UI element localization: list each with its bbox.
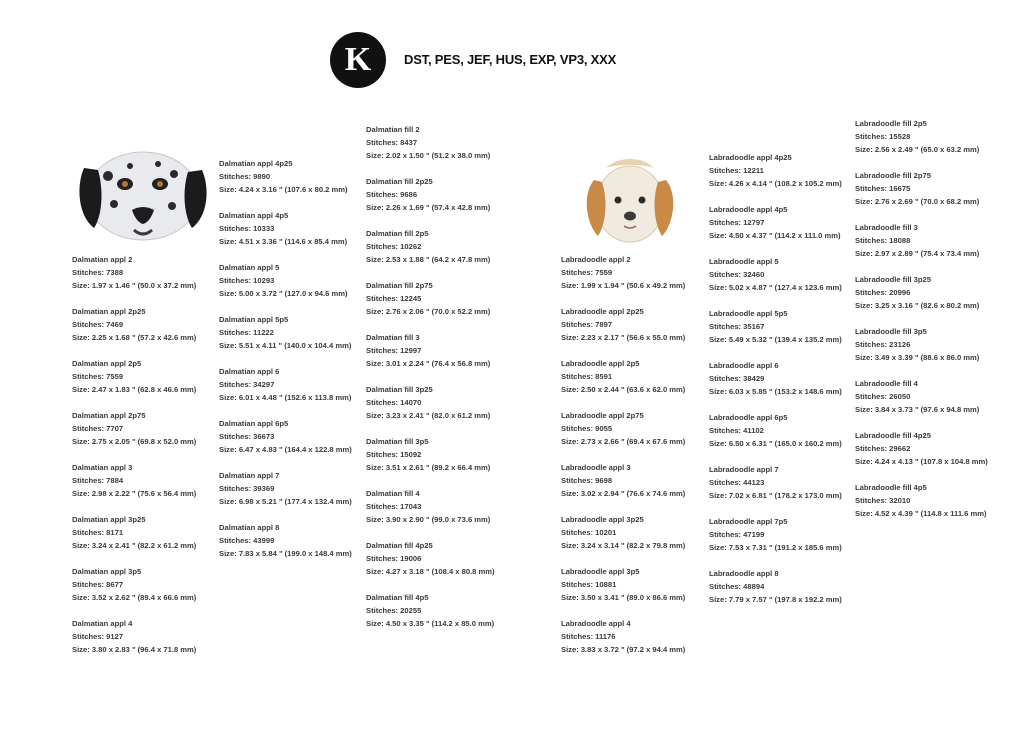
design-entry: [366, 435, 516, 487]
design-name: Dalmatian fill 4: [366, 489, 420, 498]
design-entry: [561, 565, 711, 617]
design-size: Size: 2.53 x 1.88 " (64.2 x 47.8 mm): [366, 255, 491, 264]
design-entry: [72, 617, 222, 669]
design-entry: [855, 325, 1005, 377]
design-name: Labradoodle fill 3: [855, 223, 918, 232]
file-formats-heading: DST, PES, JEF, HUS, EXP, VP3, XXX: [404, 52, 617, 67]
design-stitches: Stitches: 47199: [709, 530, 765, 539]
design-stitches: Stitches: 9890: [219, 172, 271, 181]
design-entry: [709, 203, 859, 255]
design-entry: [219, 417, 369, 469]
design-entry: [561, 253, 711, 305]
design-size: Size: 3.02 x 2.94 " (76.6 x 74.6 mm): [561, 489, 686, 498]
design-entry: [709, 567, 859, 619]
design-name: Dalmatian fill 4p5: [366, 593, 429, 602]
design-name: Dalmatian fill 3: [366, 333, 420, 342]
design-entry: [561, 513, 711, 565]
design-entry: [709, 307, 859, 359]
design-stitches: Stitches: 44123: [709, 478, 765, 487]
design-name: Dalmatian appl 4p25: [219, 159, 293, 168]
design-size: Size: 5.51 x 4.11 " (140.0 x 104.4 mm): [219, 341, 352, 350]
design-entry: [219, 469, 369, 521]
design-name: Dalmatian appl 2p5: [72, 359, 142, 368]
design-entry: [366, 331, 516, 383]
design-size: Size: 6.98 x 5.21 " (177.4 x 132.4 mm): [219, 497, 352, 506]
design-stitches: Stitches: 10201: [561, 528, 617, 537]
design-stitches: Stitches: 14070: [366, 398, 422, 407]
brand-logo: [330, 32, 386, 88]
design-stitches: Stitches: 48894: [709, 582, 765, 591]
design-size: Size: 2.73 x 2.66 " (69.4 x 67.6 mm): [561, 437, 686, 446]
design-entry: [72, 305, 222, 357]
design-stitches: Stitches: 8437: [366, 138, 418, 147]
design-size: Size: 6.47 x 4.83 " (164.4 x 122.8 mm): [219, 445, 352, 454]
design-name: Dalmatian appl 2p75: [72, 411, 146, 420]
design-name: Dalmatian appl 5p5: [219, 315, 289, 324]
design-name: Labradoodle appl 5p5: [709, 309, 788, 318]
design-entry: [72, 253, 222, 305]
design-size: Size: 2.56 x 2.49 " (65.0 x 63.2 mm): [855, 145, 980, 154]
design-entry: [561, 617, 711, 669]
design-stitches: Stitches: 38429: [709, 374, 765, 383]
design-size: Size: 4.24 x 4.13 " (107.8 x 104.8 mm): [855, 457, 988, 466]
dalmatian-image: [74, 146, 212, 246]
design-stitches: Stitches: 11176: [561, 632, 616, 641]
design-size: Size: 1.99 x 1.94 " (50.6 x 49.2 mm): [561, 281, 686, 290]
design-entry: [366, 123, 516, 175]
design-name: Labradoodle fill 4: [855, 379, 918, 388]
design-size: Size: 7.83 x 5.84 " (199.0 x 148.4 mm): [219, 549, 352, 558]
design-entry: [709, 359, 859, 411]
design-name: Dalmatian appl 6: [219, 367, 280, 376]
design-name: Dalmatian appl 6p5: [219, 419, 289, 428]
design-name: Labradoodle fill 4p25: [855, 431, 931, 440]
design-size: Size: 4.50 x 3.35 " (114.2 x 85.0 mm): [366, 619, 495, 628]
design-size: Size: 3.24 x 3.14 " (82.2 x 79.8 mm): [561, 541, 686, 550]
design-stitches: Stitches: 9127: [72, 632, 124, 641]
design-stitches: Stitches: 7884: [72, 476, 124, 485]
design-stitches: Stitches: 9686: [366, 190, 418, 199]
design-size: Size: 3.83 x 3.72 " (97.2 x 94.4 mm): [561, 645, 686, 654]
design-size: Size: 5.02 x 4.87 " (127.4 x 123.6 mm): [709, 283, 842, 292]
design-stitches: Stitches: 19006: [366, 554, 422, 563]
design-size: Size: 3.84 x 3.73 " (97.6 x 94.8 mm): [855, 405, 980, 414]
design-name: Dalmatian fill 2p5: [366, 229, 429, 238]
design-entry: [72, 461, 222, 513]
design-stitches: Stitches: 29662: [855, 444, 911, 453]
design-size: Size: 5.00 x 3.72 " (127.0 x 94.6 mm): [219, 289, 348, 298]
design-entry: [72, 357, 222, 409]
design-size: Size: 7.53 x 7.31 " (191.2 x 185.6 mm): [709, 543, 842, 552]
design-stitches: Stitches: 12211: [709, 166, 764, 175]
design-name: Dalmatian fill 2: [366, 125, 420, 134]
design-stitches: Stitches: 20255: [366, 606, 422, 615]
design-size: Size: 3.80 x 2.83 " (96.4 x 71.8 mm): [72, 645, 197, 654]
design-name: Dalmatian appl 7: [219, 471, 280, 480]
design-size: Size: 2.02 x 1.50 " (51.2 x 38.0 mm): [366, 151, 491, 160]
design-stitches: Stitches: 15092: [366, 450, 422, 459]
design-entry: [709, 515, 859, 567]
design-entry: [366, 279, 516, 331]
design-stitches: Stitches: 15528: [855, 132, 911, 141]
design-name: Dalmatian appl 3: [72, 463, 133, 472]
design-size: Size: 6.50 x 6.31 " (165.0 x 160.2 mm): [709, 439, 842, 448]
design-entry: [855, 429, 1005, 481]
design-entry: [72, 565, 222, 617]
design-size: Size: 6.03 x 5.85 " (153.2 x 148.6 mm): [709, 387, 842, 396]
design-name: Labradoodle appl 3p25: [561, 515, 644, 524]
design-name: Dalmatian fill 3p5: [366, 437, 429, 446]
design-size: Size: 4.27 x 3.18 " (108.4 x 80.8 mm): [366, 567, 495, 576]
design-stitches: Stitches: 8171: [72, 528, 124, 537]
design-name: Labradoodle appl 4p5: [709, 205, 788, 214]
design-size: Size: 2.47 x 1.83 " (62.8 x 46.6 mm): [72, 385, 197, 394]
design-size: Size: 7.02 x 6.81 " (178.2 x 173.0 mm): [709, 491, 842, 500]
design-entry: [219, 157, 369, 209]
design-name: Labradoodle appl 7p5: [709, 517, 788, 526]
design-name: Labradoodle appl 2p25: [561, 307, 644, 316]
design-stitches: Stitches: 7388: [72, 268, 124, 277]
design-entry: [366, 539, 516, 591]
design-entry: [366, 591, 516, 643]
design-size: Size: 4.52 x 4.39 " (114.8 x 111.6 mm): [855, 509, 987, 518]
design-stitches: Stitches: 12797: [709, 218, 765, 227]
design-size: Size: 3.49 x 3.39 " (88.6 x 86.0 mm): [855, 353, 980, 362]
design-entry: [855, 273, 1005, 325]
column-dalmatian-appl-2: [219, 157, 369, 573]
design-entry: [366, 383, 516, 435]
design-name: Labradoodle appl 6: [709, 361, 779, 370]
design-entry: [855, 377, 1005, 429]
design-stitches: Stitches: 36673: [219, 432, 275, 441]
design-entry: [561, 409, 711, 461]
design-size: Size: 2.76 x 2.69 " (70.0 x 68.2 mm): [855, 197, 980, 206]
design-name: Labradoodle appl 6p5: [709, 413, 788, 422]
design-name: Dalmatian appl 5: [219, 263, 280, 272]
design-name: Dalmatian fill 4p25: [366, 541, 433, 550]
design-stitches: Stitches: 7559: [72, 372, 124, 381]
design-stitches: Stitches: 18088: [855, 236, 911, 245]
design-stitches: Stitches: 43999: [219, 536, 275, 545]
design-name: Labradoodle appl 7: [709, 465, 779, 474]
design-entry: [72, 513, 222, 565]
design-stitches: Stitches: 16675: [855, 184, 911, 193]
design-stitches: Stitches: 7559: [561, 268, 613, 277]
design-name: Dalmatian appl 4p5: [219, 211, 289, 220]
logo-letter: K: [344, 41, 372, 78]
design-size: Size: 3.52 x 2.62 " (89.4 x 66.6 mm): [72, 593, 197, 602]
design-name: Labradoodle fill 3p25: [855, 275, 931, 284]
design-entry: [709, 463, 859, 515]
design-name: Labradoodle appl 4p25: [709, 153, 792, 162]
design-entry: [709, 151, 859, 203]
design-stitches: Stitches: 11222: [219, 328, 274, 337]
design-name: Dalmatian appl 2: [72, 255, 133, 264]
design-stitches: Stitches: 41102: [709, 426, 764, 435]
design-size: Size: 3.23 x 2.41 " (82.0 x 61.2 mm): [366, 411, 491, 420]
design-name: Dalmatian fill 3p25: [366, 385, 433, 394]
design-size: Size: 6.01 x 4.48 " (152.6 x 113.8 mm): [219, 393, 352, 402]
design-name: Dalmatian appl 8: [219, 523, 280, 532]
design-entry: [855, 169, 1005, 221]
design-name: Dalmatian appl 2p25: [72, 307, 146, 316]
design-entry: [561, 357, 711, 409]
design-size: Size: 1.97 x 1.46 " (50.0 x 37.2 mm): [72, 281, 197, 290]
design-size: Size: 3.01 x 2.24 " (76.4 x 56.8 mm): [366, 359, 491, 368]
design-name: Labradoodle appl 3p5: [561, 567, 640, 576]
design-entry: [219, 313, 369, 365]
design-size: Size: 4.24 x 3.16 " (107.6 x 80.2 mm): [219, 185, 348, 194]
design-stitches: Stitches: 10881: [561, 580, 617, 589]
design-stitches: Stitches: 7707: [72, 424, 124, 433]
column-labradoodle-fill: [855, 117, 1005, 533]
design-name: Labradoodle fill 3p5: [855, 327, 927, 336]
design-size: Size: 7.79 x 7.57 " (197.8 x 192.2 mm): [709, 595, 842, 604]
design-entry: [855, 481, 1005, 533]
design-size: Size: 3.24 x 2.41 " (82.2 x 61.2 mm): [72, 541, 197, 550]
design-size: Size: 2.97 x 2.89 " (75.4 x 73.4 mm): [855, 249, 980, 258]
design-stitches: Stitches: 10333: [219, 224, 275, 233]
design-name: Labradoodle appl 8: [709, 569, 779, 578]
design-size: Size: 4.50 x 4.37 " (114.2 x 111.0 mm): [709, 231, 841, 240]
design-name: Labradoodle fill 4p5: [855, 483, 927, 492]
design-entry: [366, 227, 516, 279]
design-stitches: Stitches: 20996: [855, 288, 911, 297]
design-name: Labradoodle fill 2p5: [855, 119, 927, 128]
design-size: Size: 3.50 x 3.41 " (89.0 x 86.6 mm): [561, 593, 686, 602]
design-size: Size: 5.49 x 5.32 " (139.4 x 135.2 mm): [709, 335, 842, 344]
design-stitches: Stitches: 35167: [709, 322, 765, 331]
design-entry: [855, 117, 1005, 169]
design-stitches: Stitches: 7897: [561, 320, 613, 329]
design-stitches: Stitches: 9055: [561, 424, 613, 433]
design-size: Size: 2.98 x 2.22 " (75.6 x 56.4 mm): [72, 489, 197, 498]
design-stitches: Stitches: 32010: [855, 496, 911, 505]
column-labradoodle-appl-1: [561, 253, 711, 669]
design-entry: [561, 305, 711, 357]
design-name: Labradoodle appl 2: [561, 255, 631, 264]
design-stitches: Stitches: 9698: [561, 476, 613, 485]
design-name: Labradoodle appl 5: [709, 257, 779, 266]
design-entry: [561, 461, 711, 513]
design-size: Size: 2.76 x 2.06 " (70.0 x 52.2 mm): [366, 307, 491, 316]
design-stitches: Stitches: 34297: [219, 380, 275, 389]
design-size: Size: 4.26 x 4.14 " (108.2 x 105.2 mm): [709, 179, 842, 188]
column-labradoodle-appl-2: [709, 151, 859, 619]
column-dalmatian-fill: [366, 123, 516, 643]
design-size: Size: 3.25 x 3.16 " (82.6 x 80.2 mm): [855, 301, 980, 310]
design-size: Size: 2.26 x 1.69 " (57.4 x 42.8 mm): [366, 203, 491, 212]
design-name: Dalmatian appl 3p25: [72, 515, 146, 524]
design-name: Labradoodle fill 2p75: [855, 171, 931, 180]
design-stitches: Stitches: 10262: [366, 242, 422, 251]
design-stitches: Stitches: 12245: [366, 294, 422, 303]
design-size: Size: 2.23 x 2.17 " (56.6 x 55.0 mm): [561, 333, 686, 342]
design-stitches: Stitches: 26050: [855, 392, 911, 401]
design-entry: [72, 409, 222, 461]
design-name: Dalmatian appl 4: [72, 619, 133, 628]
design-entry: [366, 175, 516, 227]
design-size: Size: 3.90 x 2.90 " (99.0 x 73.6 mm): [366, 515, 491, 524]
design-size: Size: 3.51 x 2.61 " (89.2 x 66.4 mm): [366, 463, 491, 472]
design-name: Labradoodle appl 3: [561, 463, 631, 472]
design-entry: [709, 411, 859, 463]
design-name: Labradoodle appl 4: [561, 619, 631, 628]
design-name: Dalmatian fill 2p25: [366, 177, 433, 186]
design-entry: [709, 255, 859, 307]
design-stitches: Stitches: 7469: [72, 320, 124, 329]
design-size: Size: 2.25 x 1.68 " (57.2 x 42.6 mm): [72, 333, 197, 342]
design-name: Dalmatian appl 3p5: [72, 567, 142, 576]
design-stitches: Stitches: 10293: [219, 276, 275, 285]
design-stitches: Stitches: 8591: [561, 372, 613, 381]
design-name: Labradoodle appl 2p5: [561, 359, 640, 368]
design-entry: [219, 365, 369, 417]
design-size: Size: 2.75 x 2.05 " (69.8 x 52.0 mm): [72, 437, 197, 446]
design-size: Size: 4.51 x 3.36 " (114.6 x 85.4 mm): [219, 237, 348, 246]
design-name: Dalmatian fill 2p75: [366, 281, 433, 290]
design-entry: [366, 487, 516, 539]
design-size: Size: 2.50 x 2.44 " (63.6 x 62.0 mm): [561, 385, 686, 394]
design-stitches: Stitches: 12997: [366, 346, 422, 355]
design-stitches: Stitches: 32460: [709, 270, 765, 279]
design-entry: [219, 261, 369, 313]
design-stitches: Stitches: 8677: [72, 580, 124, 589]
design-entry: [219, 209, 369, 261]
design-stitches: Stitches: 39369: [219, 484, 275, 493]
labradoodle-image: [584, 154, 676, 246]
design-stitches: Stitches: 23126: [855, 340, 911, 349]
design-entry: [219, 521, 369, 573]
design-stitches: Stitches: 17043: [366, 502, 422, 511]
design-name: Labradoodle appl 2p75: [561, 411, 644, 420]
column-dalmatian-appl-1: [72, 253, 222, 669]
design-entry: [855, 221, 1005, 273]
